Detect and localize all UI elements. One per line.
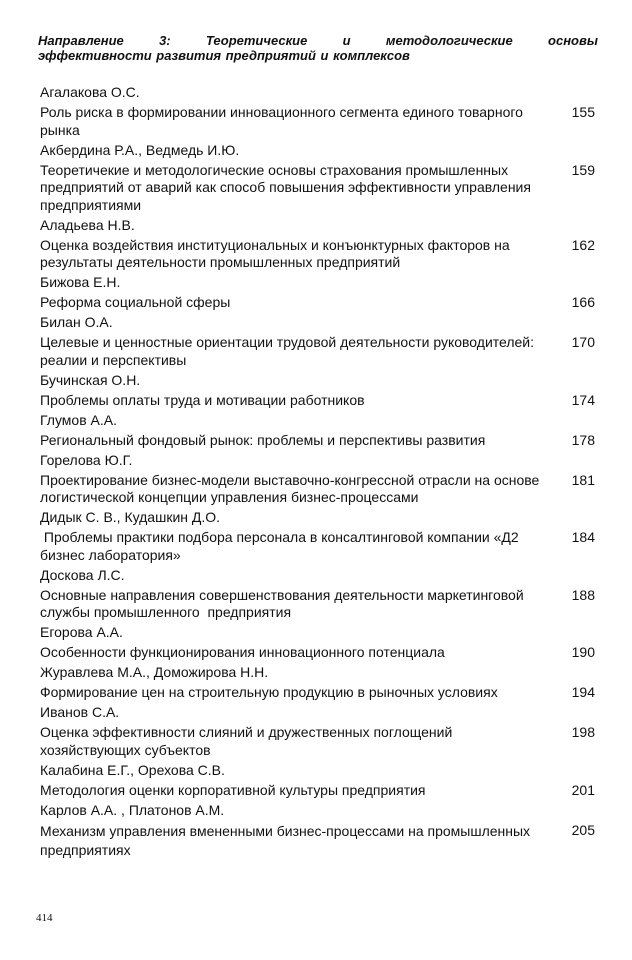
toc-entry-title: Проектирование бизнес-модели выставочно-конгрессной отрасли на основе логистической концепции управления бизнес-процессами bbox=[40, 471, 540, 505]
toc-entry-title: Методология оценки корпоративной культуры предприятия bbox=[40, 781, 426, 798]
toc-entry-page: 162 bbox=[571, 236, 595, 253]
toc-entry-page: 170 bbox=[571, 334, 595, 350]
toc-entry-page: 155 bbox=[571, 104, 595, 120]
toc-entry-title: Проблемы оплаты труда и мотивации работников bbox=[40, 391, 365, 408]
toc-entry bbox=[40, 294, 595, 312]
toc-entry-title: Оценка воздействия институциональных и конъюнктурных факторов на результаты деятельности промышленных предприятий bbox=[40, 236, 510, 270]
toc-entry bbox=[40, 432, 595, 450]
toc-entry-page: 184 bbox=[571, 529, 595, 545]
toc-entry bbox=[40, 237, 595, 272]
toc-entry bbox=[40, 392, 595, 410]
heading-word: 3: bbox=[159, 33, 171, 48]
toc-entry-page: 205 bbox=[571, 821, 595, 838]
toc-author: Егорова А.А. bbox=[40, 624, 123, 640]
toc-entry-title: Роль риска в формировании инновационного сегмента единого товарного рынка bbox=[40, 104, 523, 138]
toc-entry-page: 159 bbox=[571, 161, 595, 178]
toc-entry bbox=[40, 724, 595, 759]
toc-entry-title: Механизм управления вмененными бизнес-процессами на промышленных предприятиях bbox=[40, 822, 531, 858]
toc-entry-title: Целевые и ценностные ориентации трудовой деятельности руководителей: реалии и перспективы bbox=[40, 334, 535, 368]
toc-author: Бижова Е.Н. bbox=[40, 274, 121, 290]
toc-author: Бучинская О.Н. bbox=[40, 371, 141, 388]
toc-entry-page: 188 bbox=[571, 586, 595, 603]
heading-word: методологические bbox=[385, 33, 513, 48]
page-number: 414 bbox=[36, 912, 53, 924]
toc-entry-title: Формирование цен на строительную продукцию в рыночных условиях bbox=[40, 684, 498, 700]
toc-entry bbox=[40, 684, 595, 702]
toc-entry bbox=[40, 644, 595, 662]
toc-author: Горелова Ю.Г. bbox=[40, 451, 133, 468]
toc-entry-page: 174 bbox=[571, 391, 595, 408]
toc-entry bbox=[40, 587, 595, 622]
toc-author: Журавлева М.А., Доможирова Н.Н. bbox=[40, 664, 269, 680]
section-heading-line2: эффективности развития предприятий и комплексов bbox=[38, 48, 410, 63]
toc-entry-title: Региональный фондовый рынок: проблемы и перспективы развития bbox=[40, 431, 486, 448]
table-of-contents bbox=[40, 84, 595, 862]
heading-word: и bbox=[342, 33, 351, 48]
toc-entry bbox=[40, 529, 595, 564]
toc-author: Иванов С.А. bbox=[40, 704, 120, 720]
toc-entry-title: Реформа социальной сферы bbox=[40, 294, 231, 310]
toc-entry bbox=[40, 472, 595, 507]
section-heading bbox=[38, 33, 598, 63]
toc-author: Дидык С. В., Кудашкин Д.О. bbox=[40, 509, 221, 525]
heading-word: Направление bbox=[38, 33, 124, 48]
toc-entry-page: 166 bbox=[571, 294, 595, 310]
heading-word: Теоретические bbox=[205, 33, 308, 48]
toc-entry bbox=[40, 782, 595, 800]
toc-entry-page: 198 bbox=[571, 724, 595, 740]
toc-entry-title: Теоретичекие и методологические основы страхования промышленных предприятий от аварий как способ повышения эффективности управления предприятиями bbox=[40, 161, 531, 213]
toc-author: Акбердина Р.А., Ведмедь И.Ю. bbox=[40, 141, 240, 158]
toc-entry-page: 181 bbox=[571, 471, 595, 488]
toc-entry-page: 190 bbox=[571, 644, 595, 660]
toc-author: Билан О.А. bbox=[40, 314, 113, 330]
toc-author: Агалакова О.С. bbox=[40, 84, 140, 100]
toc-entry bbox=[40, 162, 595, 215]
section-heading-line1 bbox=[38, 33, 598, 48]
toc-entry-page: 194 bbox=[571, 684, 595, 700]
toc-entry bbox=[40, 334, 595, 369]
toc-entry-title: Особенности функционирования инновационного потенциала bbox=[40, 644, 445, 660]
toc-entry-title: Оценка эффективности слияний и дружественных поглощений хозяйствующих субъектов bbox=[40, 724, 453, 758]
toc-entry bbox=[40, 104, 595, 139]
toc-entry-title: Проблемы практики подбора персонала в консалтинговой компании «Д2 бизнес лаборатория» bbox=[40, 529, 523, 563]
toc-entry-page: 201 bbox=[571, 781, 595, 798]
toc-author: Калабина Е.Г., Орехова С.В. bbox=[40, 761, 225, 778]
toc-entry-page: 178 bbox=[571, 431, 595, 448]
toc-author: Глумов А.А. bbox=[40, 411, 117, 428]
toc-author: Доскова Л.С. bbox=[40, 566, 125, 583]
toc-author: Карлов А.А. , Платонов А.М. bbox=[40, 801, 225, 818]
toc-author: Аладьева Н.В. bbox=[40, 216, 135, 233]
toc-entry-title: Основные направления совершенствования деятельности маркетинговой службы промышленного предприятия bbox=[40, 586, 528, 620]
toc-entry bbox=[40, 822, 595, 860]
heading-word: основы bbox=[548, 33, 598, 48]
